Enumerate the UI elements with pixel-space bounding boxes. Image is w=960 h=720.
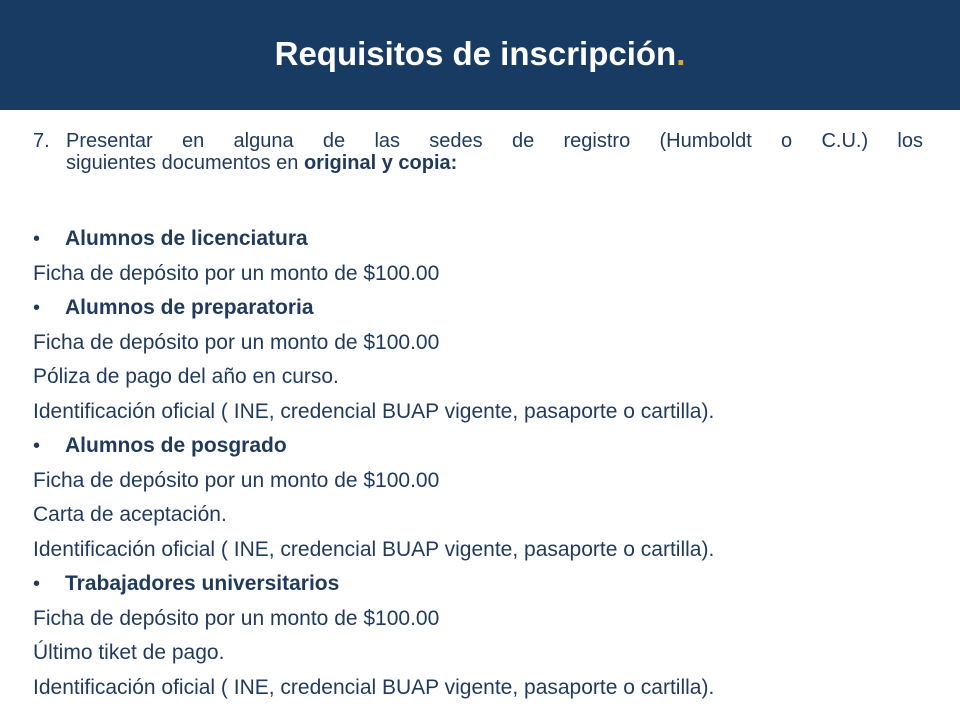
intro-line-2-bold: original y copia: bbox=[303, 152, 458, 174]
requirement-item: Ficha de depósito por un monto de $100.00 bbox=[33, 606, 440, 630]
intro-line-1: Presentar en alguna de las sedes de registro (Humboldt o C.U.) los bbox=[66, 130, 923, 152]
intro-text bbox=[66, 130, 923, 174]
bullet-icon: • bbox=[33, 228, 41, 250]
intro-number: 7. bbox=[33, 130, 50, 152]
requirement-item: Ficha de depósito por un monto de $100.00 bbox=[33, 330, 440, 354]
requirement-item: Póliza de pago del año en curso. bbox=[33, 365, 339, 388]
bullet-icon: • bbox=[33, 435, 41, 457]
group-heading: Alumnos de preparatoria bbox=[65, 296, 314, 319]
requirement-item: Ficha de depósito por un monto de $100.00 bbox=[33, 261, 440, 285]
requirement-item: Ficha de depósito por un monto de $100.00 bbox=[33, 468, 440, 492]
bullet-icon: • bbox=[33, 573, 41, 595]
requirement-item: Identificación oficial ( INE, credencial BUAP vigente, pasaporte o cartilla). bbox=[33, 537, 715, 561]
requirement-item: Identificación oficial ( INE, credencial BUAP vigente, pasaporte o cartilla). bbox=[33, 399, 715, 423]
group-heading: Trabajadores universitarios bbox=[65, 572, 340, 595]
slide-title-text: Requisitos de inscripción bbox=[274, 35, 677, 72]
intro-line-2-prefix: siguientes documentos en bbox=[66, 152, 304, 174]
group-heading: Alumnos de licenciatura bbox=[65, 227, 308, 250]
group-heading: Alumnos de posgrado bbox=[65, 434, 287, 457]
requirement-item: Carta de aceptación. bbox=[33, 503, 227, 526]
slide-title-accent-dot: . bbox=[676, 35, 686, 72]
bullet-icon: • bbox=[33, 297, 41, 319]
intro-line-2 bbox=[66, 152, 923, 174]
requirement-item: Último tiket de pago. bbox=[33, 641, 225, 664]
requirement-item: Identificación oficial ( INE, credencial BUAP vigente, pasaporte o cartilla). bbox=[33, 675, 715, 699]
